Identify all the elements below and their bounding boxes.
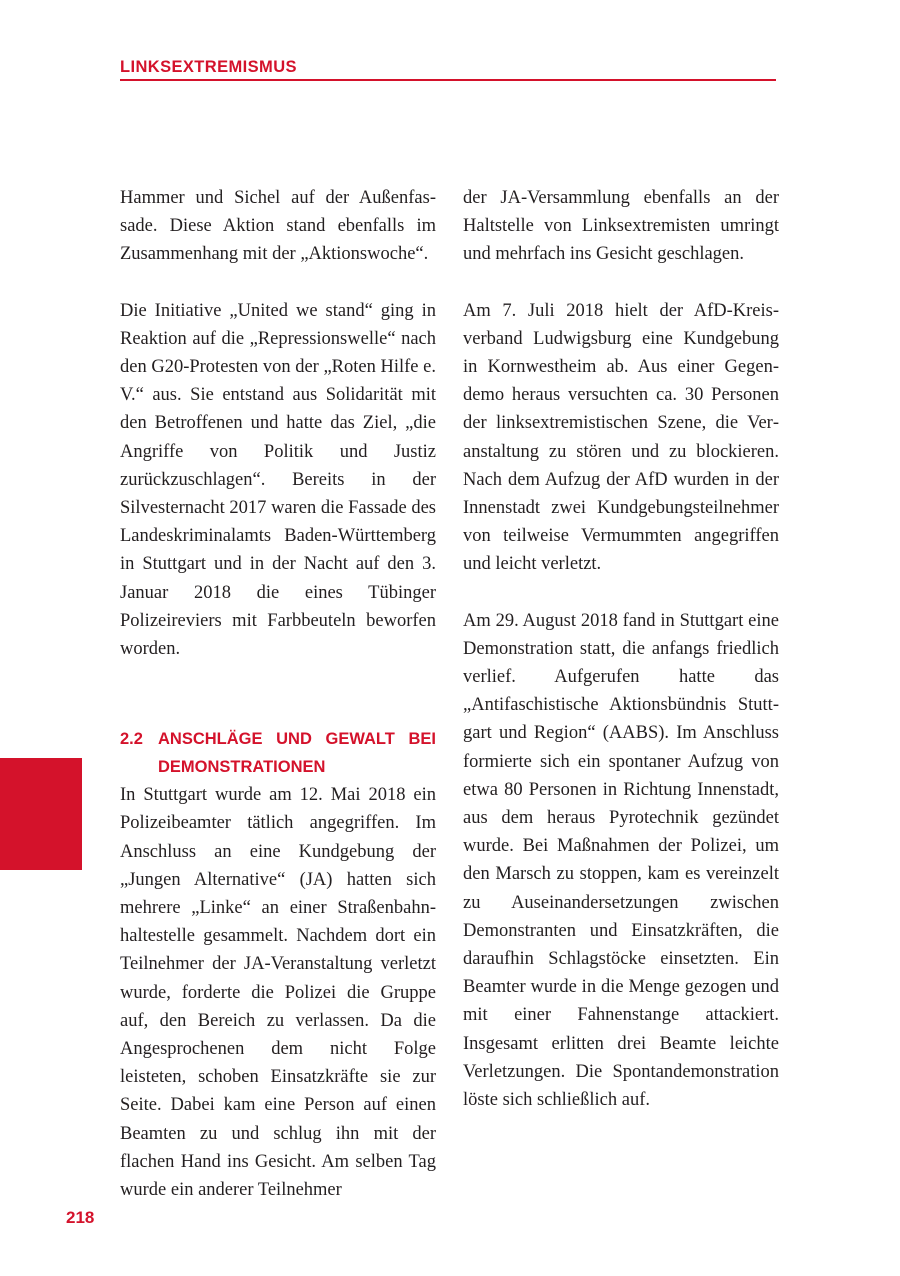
section-number: 2.2 bbox=[120, 730, 143, 749]
right-column bbox=[463, 184, 779, 1114]
running-header bbox=[120, 58, 776, 81]
header-title: LINKSEXTREMISMUS bbox=[120, 58, 297, 76]
paragraph: Hammer und Sichel auf der Außenfassade. Diese Aktion stand ebenfalls im Zusammenhang mit der „Aktionswoche“. bbox=[120, 188, 436, 265]
paragraph: Am 29. August 2018 fand in Stuttgart eine Demonstration statt, die anfangs friedlich verlief. Aufgerufen hatte das „Antifaschistische Aktionsbündnis Stuttgart und Region“ (AABS). Im Anschluss formierte sich ein spontaner Aufzug von etwa 80 Personen in Richtung Innenstadt, aus dem heraus Pyrotechnik gezündet wurde. Bei Maßnahmen der Polizei, um den Marsch zu stoppen, kam es vereinzelt zu Auseinandersetzungen zwischen Demonstranten und Einsatzkräften, die daraufhin Schlagstöcke einsetzten. Ein Beamter wurde in die Menge gezogen und mit einer Fahnenstange attackiert. Insgesamt erlitten drei Beamte leichte Verletzungen. Die Spontandemonstration löste sich schließlich auf. bbox=[463, 610, 779, 1111]
chapter-side-tab bbox=[0, 758, 82, 870]
paragraph: In Stuttgart wurde am 12. Mai 2018 ein Polizeibeamter tätlich angegriffen. Im Anschluss an eine Kundgebung der „Jungen Alternative“ (JA) hatten sich mehrere „Linke“ an einer Straßenbahnhaltestelle gesammelt. Nachdem dort ein Teilnehmer der JA-Veranstaltung verletzt wurde, forderte die Polizei die Gruppe auf, den Bereich zu verlassen. Da die Angesprochenen dem nicht Folge leisteten, schoben Einsatzkräfte sie zur Seite. Dabei kam eine Person auf einen Beamten zu und schlug ihn mit der flachen Hand ins Gesicht. Am selben Tag wurde ein anderer Teilnehmer bbox=[120, 785, 436, 1201]
section-heading bbox=[120, 725, 436, 781]
left-column bbox=[120, 184, 436, 1204]
section-title: ANSCHLÄGE UND GEWALT BEI DEMONSTRATIONEN bbox=[158, 730, 436, 777]
paragraph: Am 7. Juli 2018 hielt der AfD-Kreisverband Ludwigsburg eine Kundgebung in Kornwestheim ab. Aus einer Gegendemo heraus versuchten ca. 30 Personen der linksextremistischen Szene, die Veranstaltung zu stören und zu blockieren. Nach dem Aufzug der AfD wurden in der Innenstadt zwei Kundgebungsteilnehmer von teilweise Vermummten angegriffen und leicht verletzt. bbox=[463, 300, 779, 575]
page-number: 218 bbox=[66, 1208, 95, 1227]
paragraph: der JA-Versammlung ebenfalls an der Haltstelle von Linksextremisten umringt und mehrfach ins Gesicht geschlagen. bbox=[463, 188, 779, 265]
paragraph: Die Initiative „United we stand“ ging in Reaktion auf die „Repressionswelle“ nach den G20-Protesten von der „Roten Hilfe e. V.“ aus. Sie entstand aus Solidarität mit den Betroffenen und hatte das Ziel, „die Angriffe von Politik und Justiz zurückzuschlagen“. Bereits in der Silvesternacht 2017 waren die Fassade des Landeskriminalamts Baden-Württemberg in Stuttgart und in der Nacht auf den 3. Januar 2018 die eines Tübinger Polizeireviers mit Farbbeuteln beworfen worden. bbox=[120, 300, 436, 660]
